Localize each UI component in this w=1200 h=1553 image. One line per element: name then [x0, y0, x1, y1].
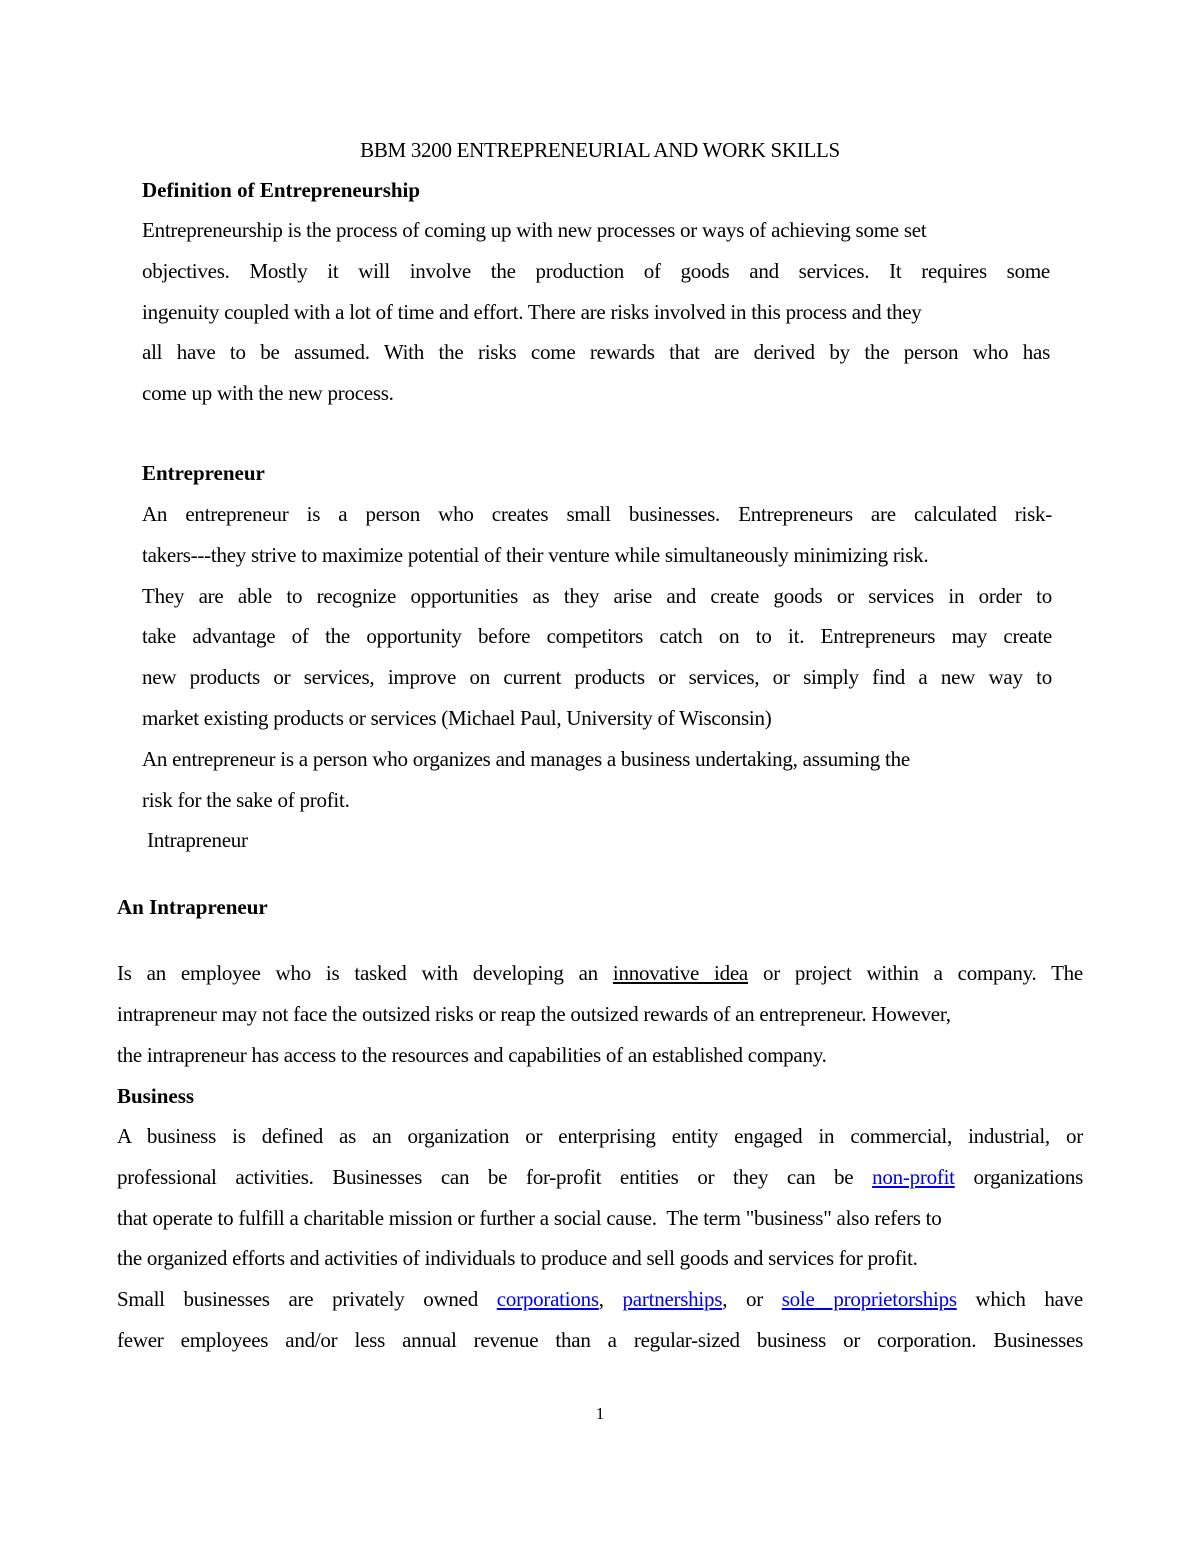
business-line [117, 1157, 1083, 1198]
entrepreneur-line: An entrepreneur is a person who creates small businesses. Entrepreneurs are calculated risk- [142, 502, 1052, 526]
sole-proprietorships-link[interactable]: sole proprietorships [781, 1287, 957, 1312]
entrepreneur-line: risk for the sake of profit. [142, 787, 350, 812]
partnerships-link[interactable]: partnerships [622, 1287, 723, 1312]
business-text: professional activities. Businesses can be for-profit entities or they can be [117, 1164, 873, 1189]
definition-line: come up with the new process. [142, 381, 394, 406]
business-line: the organized efforts and activities of individuals to produce and sell goods and services for profit. [117, 1246, 918, 1271]
business-text: which have [956, 1287, 1084, 1312]
innovative-idea-link[interactable]: innovative idea [612, 961, 748, 985]
business-line [117, 1279, 1083, 1320]
business-text: Small businesses are privately owned [117, 1287, 497, 1312]
intrapreneur-text: Is an employee who is tasked with developing an [117, 961, 613, 985]
non-profit-link[interactable]: non-profit [872, 1164, 955, 1189]
entrepreneur-line: takers---they strive to maximize potential of their venture while simultaneously minimizing risk. [142, 542, 929, 567]
business-heading: Business [117, 1084, 195, 1108]
intrapreneur-line: intrapreneur may not face the outsized risks or reap the outsized rewards of an entrepreneur. However, [117, 1001, 951, 1026]
entrepreneur-line: An entrepreneur is a person who organizes and manages a business undertaking, assuming the [142, 746, 910, 771]
business-text: organizations [954, 1164, 1083, 1189]
entrepreneur-line: They are able to recognize opportunities as they arise and create goods or services in order to [142, 583, 1052, 608]
page-number: 1 [595, 1404, 605, 1423]
business-line: fewer employees and/or less annual revenue than a regular-sized business or corporation. Businesses [117, 1327, 1083, 1352]
entrepreneur-line: market existing products or services (Michael Paul, University of Wisconsin) [142, 705, 772, 730]
definition-heading: Definition of Entrepreneurship [142, 178, 421, 202]
corporations-link[interactable]: corporations [496, 1287, 599, 1312]
intrapreneur-paragraph [117, 953, 1083, 1075]
definition-line: ingenuity coupled with a lot of time and effort. There are risks involved in this process and they [142, 299, 922, 324]
business-text: , or [722, 1287, 782, 1312]
entrepreneur-line: take advantage of the opportunity before competitors catch on to it. Entrepreneurs may create [142, 624, 1052, 649]
intrapreneur-subheading: Intrapreneur [142, 828, 248, 853]
intrapreneur-heading: An Intrapreneur [117, 895, 268, 919]
document-title: BBM 3200 ENTREPRENEURIAL AND WORK SKILLS [360, 138, 840, 162]
entrepreneur-paragraph [142, 494, 1052, 861]
definition-line: Entrepreneurship is the process of coming up with new processes or ways of achieving some set [142, 218, 927, 242]
definition-line: objectives. Mostly it will involve the production of goods and services. It requires some [142, 258, 1050, 283]
intrapreneur-line: the intrapreneur has access to the resources and capabilities of an established company. [117, 1042, 827, 1067]
intrapreneur-text: or project within a company. The [748, 961, 1083, 985]
definition-line: all have to be assumed. With the risks come rewards that are derived by the person who has [142, 340, 1050, 365]
entrepreneur-line: new products or services, improve on current products or services, or simply find a new way to [142, 665, 1052, 690]
definition-paragraph [142, 210, 1050, 414]
business-paragraph [117, 1116, 1083, 1361]
entrepreneur-heading: Entrepreneur [142, 461, 265, 485]
business-line: that operate to fulfill a charitable mission or further a social cause. The term "business" also refers to [117, 1205, 942, 1230]
business-text: , [598, 1287, 623, 1312]
intrapreneur-line [117, 953, 1083, 994]
business-line: A business is defined as an organization or enterprising entity engaged in commercial, industrial, or [117, 1124, 1083, 1148]
